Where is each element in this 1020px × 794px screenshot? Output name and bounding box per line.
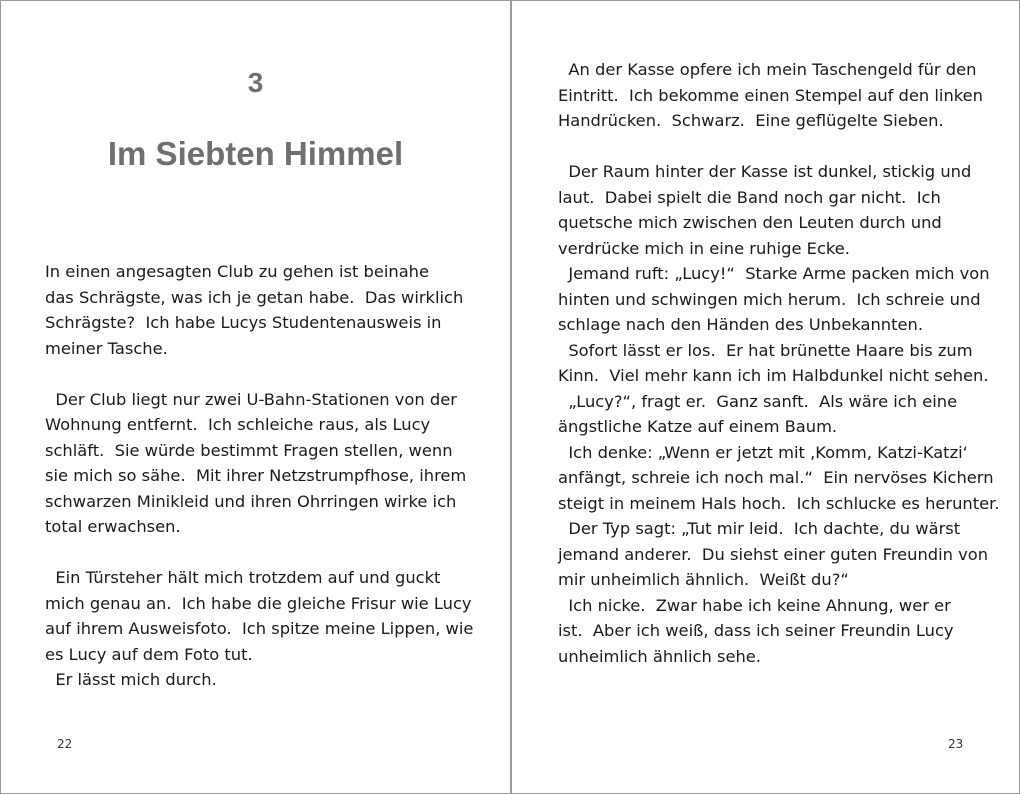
text-line: In einen angesagten Club zu gehen ist beinahe bbox=[45, 262, 430, 281]
text-line: Wohnung entfernt. Ich schleiche raus, als Lucy bbox=[45, 415, 431, 434]
text-line: Jemand ruft: „Lucy!“ Starke Arme packen mich von bbox=[558, 264, 990, 283]
text-line: unheimlich ähnlich sehe. bbox=[558, 646, 761, 666]
text-line: „Lucy?“, fragt er. Ganz sanft. Als wäre ich eine bbox=[558, 391, 958, 411]
text-line: schläft. Sie würde bestimmt Fragen stellen, wenn bbox=[45, 440, 453, 460]
text-line: steigt in meinem Hals hoch. Ich schlucke es herunter. bbox=[558, 493, 1000, 513]
text-line: Handrücken. Schwarz. Eine geflügelte Sieben. bbox=[558, 111, 944, 130]
text-line: Der Club liegt nur zwei U-Bahn-Stationen von der bbox=[45, 389, 457, 409]
right-page bbox=[512, 1, 1019, 793]
text-line: Eintritt. Ich bekomme einen Stempel auf den linken bbox=[558, 85, 983, 105]
text-line: anfängt, schreie ich noch mal.“ Ein nervöses Kichern bbox=[558, 468, 994, 487]
text-line: Kinn. Viel mehr kann ich im Halbdunkel nicht sehen. bbox=[558, 366, 989, 385]
text-line: Der Raum hinter der Kasse ist dunkel, stickig und bbox=[558, 162, 972, 181]
right-page-body-text bbox=[558, 57, 998, 669]
text-line: An der Kasse opfere ich mein Taschengeld für den bbox=[558, 60, 977, 79]
text-line: sie mich so sähe. Mit ihrer Netzstrumpfhose, ihrem bbox=[45, 466, 467, 485]
text-line: verdrücke mich in eine ruhige Ecke. bbox=[558, 238, 850, 258]
text-line: ist. Aber ich weiß, dass ich seiner Freundin Lucy bbox=[558, 621, 954, 640]
page-number-left: 22 bbox=[57, 737, 73, 751]
text-line: Schrägste? Ich habe Lucys Studentenausweis in bbox=[45, 313, 442, 332]
left-page-body-text bbox=[45, 259, 474, 693]
text-line: Der Typ sagt: „Tut mir leid. Ich dachte, du wärst bbox=[558, 519, 961, 538]
paragraph-break bbox=[45, 361, 465, 387]
text-line: das Schrägste, was ich je getan habe. Das wirklich bbox=[45, 287, 464, 307]
text-line: ängstliche Katze auf einem Baum. bbox=[558, 417, 838, 436]
text-line: schwarzen Minikleid und ihren Ohrringen wirke ich bbox=[45, 491, 457, 511]
text-line: jemand anderer. Du siehst einer guten Freundin von bbox=[558, 544, 989, 564]
text-line: mich genau an. Ich habe die gleiche Frisur wie Lucy bbox=[45, 593, 472, 613]
left-page bbox=[1, 1, 512, 793]
text-line: Ich denke: „Wenn er jetzt mit ‚Komm, Katzi-Katzi‘ bbox=[558, 442, 968, 462]
text-line: mir unheimlich ähnlich. Weißt du?“ bbox=[558, 570, 849, 589]
text-line: total erwachsen. bbox=[45, 517, 181, 536]
text-line: meiner Tasche. bbox=[45, 338, 168, 358]
text-line: es Lucy auf dem Foto tut. bbox=[45, 644, 253, 664]
text-line: quetsche mich zwischen den Leuten durch und bbox=[558, 213, 942, 232]
page-number-right: 23 bbox=[948, 737, 964, 751]
chapter-title: Im Siebten Himmel bbox=[107, 135, 404, 172]
paragraph-break bbox=[558, 134, 998, 160]
text-line: Ein Türsteher hält mich trotzdem auf und guckt bbox=[45, 568, 441, 587]
text-line: laut. Dabei spielt die Band noch gar nicht. Ich bbox=[558, 187, 941, 207]
chapter-number: 3 bbox=[247, 67, 264, 98]
text-line: Ich nicke. Zwar habe ich keine Ahnung, wer er bbox=[558, 595, 951, 615]
text-line: hinten und schwingen mich herum. Ich schreie und bbox=[558, 289, 981, 309]
text-line: Sofort lässt er los. Er hat brünette Haare bis zum bbox=[558, 340, 973, 360]
text-line: schlage nach den Händen des Unbekannten. bbox=[558, 315, 924, 334]
text-line: auf ihrem Ausweisfoto. Ich spitze meine Lippen, wie bbox=[45, 619, 474, 638]
paragraph-break bbox=[45, 540, 465, 566]
text-line: Er lässt mich durch. bbox=[45, 670, 217, 689]
